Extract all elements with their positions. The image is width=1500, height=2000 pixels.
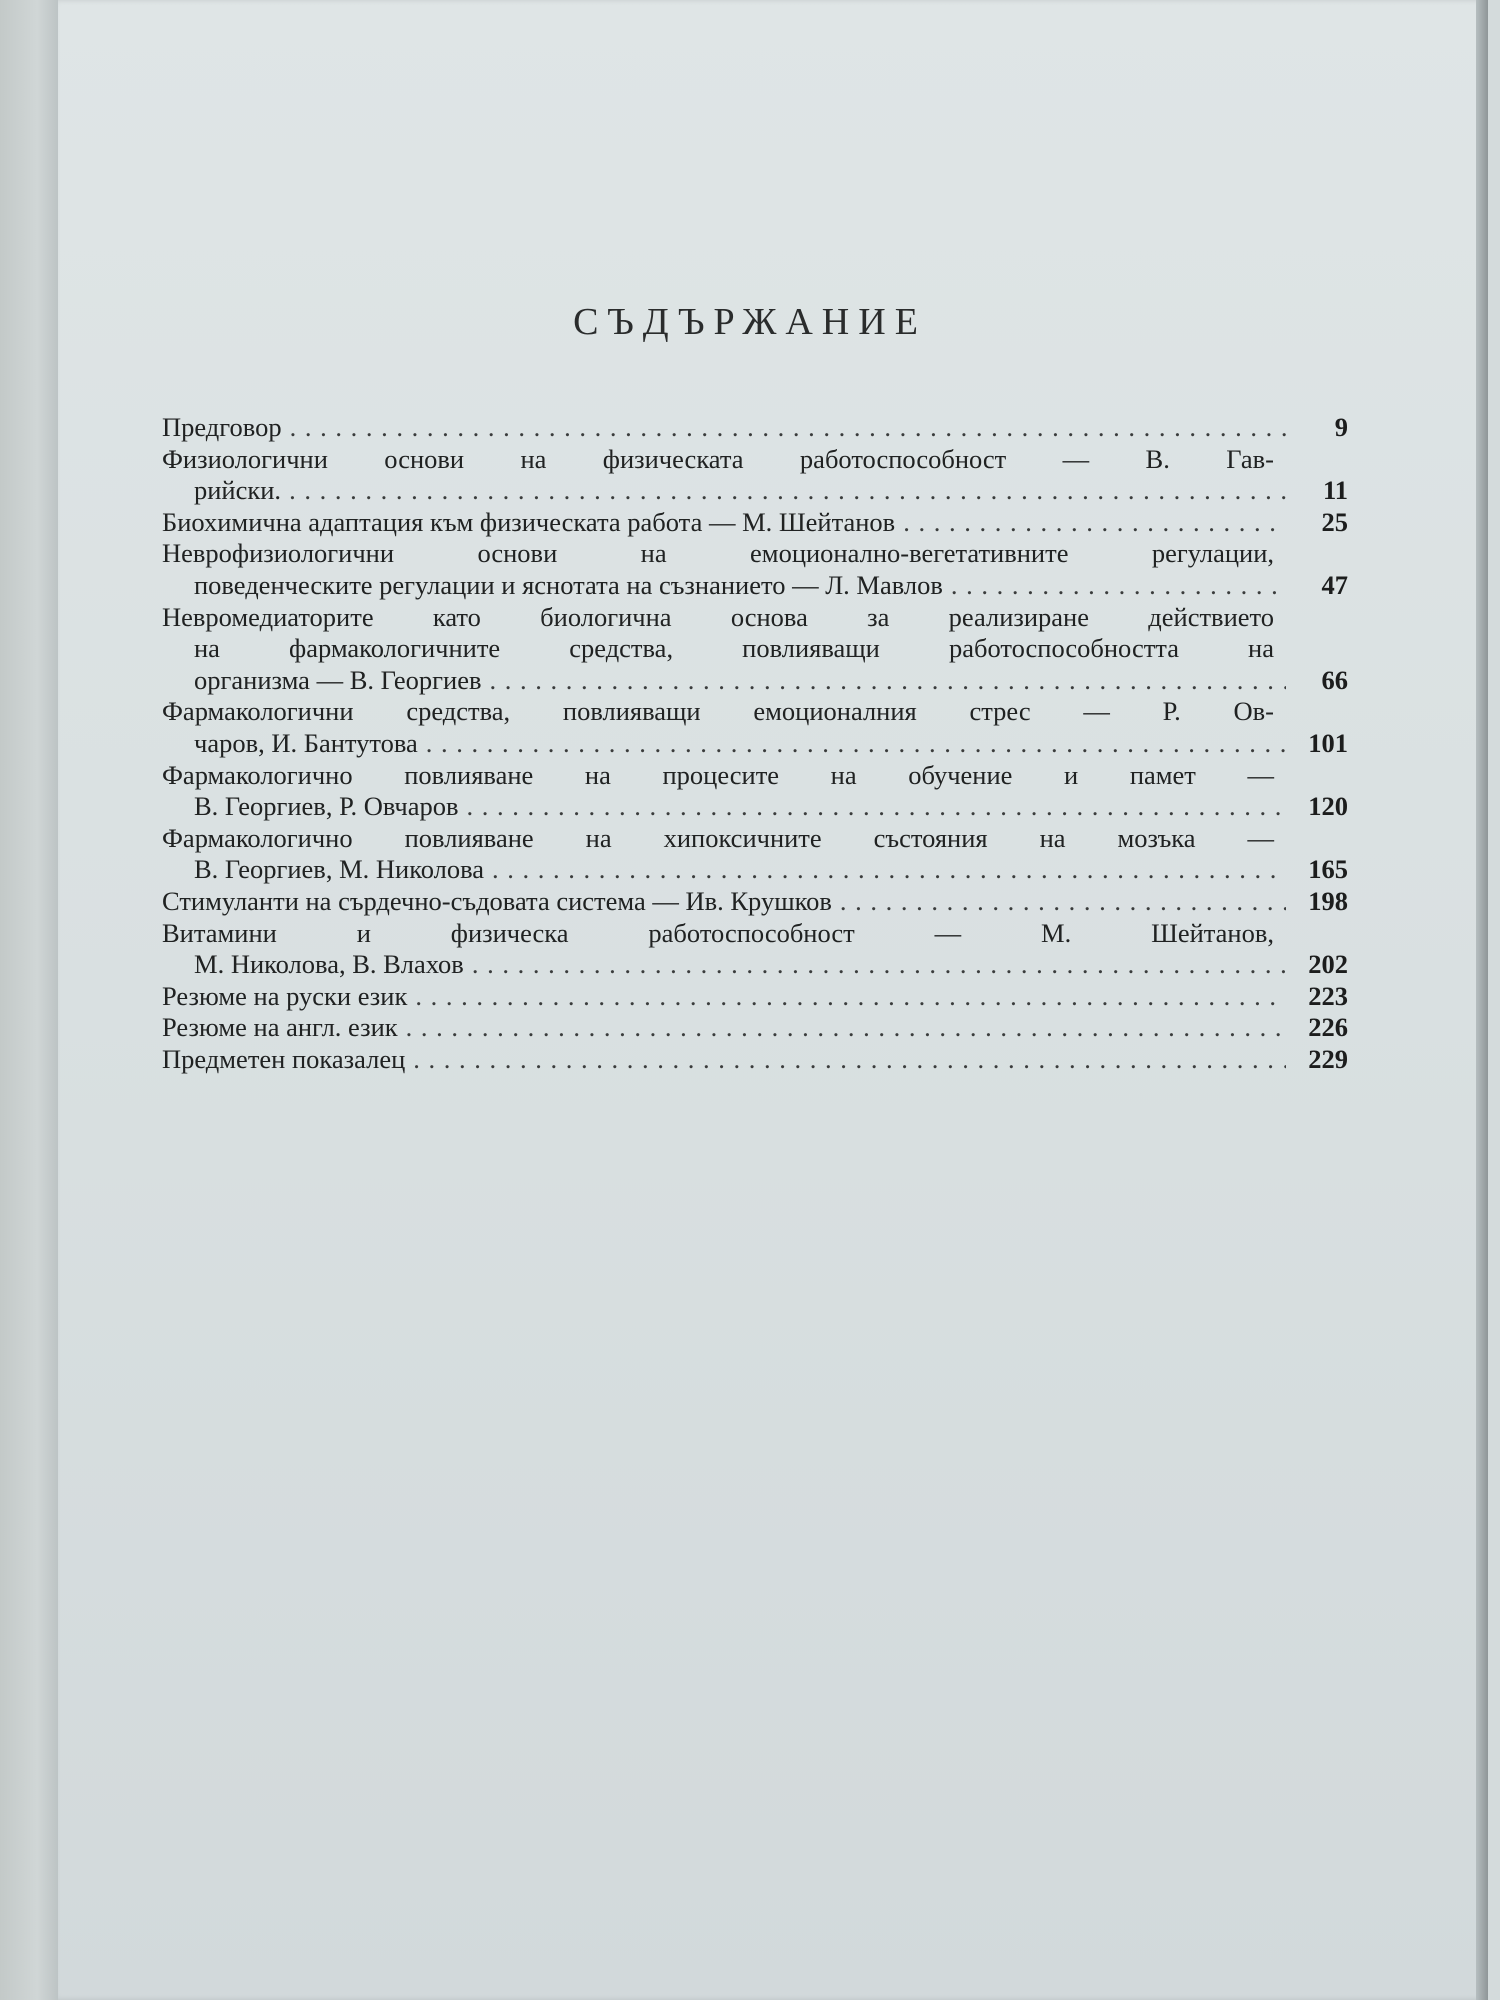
toc-entry (162, 507, 1348, 539)
toc-entry-text: Невромедиаторите като биологична основа за реализиране действието (162, 601, 1274, 632)
dot-leader (281, 475, 1286, 507)
dot-leader (832, 886, 1286, 918)
page-number: 223 (1308, 980, 1348, 1011)
page-number: 198 (1308, 885, 1348, 916)
toc-entry-text: Предметен показалец (162, 1043, 406, 1074)
toc-entry (162, 918, 1348, 981)
toc-entry-text: В. Георгиев, Р. Овчаров (194, 791, 459, 822)
toc-entry-text: В. Георгиев, М. Николова (194, 854, 485, 885)
page-number: 101 (1308, 727, 1348, 758)
dot-leader (398, 1012, 1286, 1044)
toc-entry (162, 602, 1348, 697)
dot-leader (418, 728, 1286, 760)
dot-leader (282, 412, 1286, 444)
toc-entry-text: М. Николова, В. Влахов (194, 949, 464, 980)
dot-leader (458, 791, 1286, 823)
toc-entry-text: Фармакологични средства, повлияващи емоционалния стрес — Р. Ов- (162, 696, 1274, 727)
page-number: 11 (1322, 475, 1348, 506)
toc-entry-text: Фармакологично повлияване на процесите на обучение и памет — (162, 759, 1274, 790)
page-title: СЪДЪРЖАНИЕ (573, 301, 927, 343)
page-number: 229 (1308, 1043, 1348, 1074)
toc-entry-text: на фармакологичните средства, повлияващи работоспособността на (194, 633, 1274, 664)
page-number: 66 (1321, 664, 1348, 695)
page-number: 165 (1308, 854, 1348, 885)
dot-leader (943, 570, 1286, 602)
toc-entry-text: Резюме на англ. език (162, 1012, 398, 1043)
toc-entry-text: поведенческите регулации и яснотата на съзнанието — Л. Мавлов (194, 569, 943, 600)
toc-entry (162, 823, 1348, 886)
dot-leader (464, 949, 1286, 981)
toc-entry (162, 412, 1348, 444)
dot-leader (895, 507, 1286, 539)
toc-entry (162, 760, 1348, 823)
toc-entry (162, 886, 1348, 918)
toc-entry (162, 444, 1348, 507)
toc-entry-text: рийски. (194, 475, 282, 506)
toc-entry-text: Витамини и физическа работоспособност — М. Шейтанов, (162, 917, 1274, 948)
toc-entry-text: Резюме на руски език (162, 980, 408, 1011)
toc-entry-text: Предговор (162, 412, 282, 442)
toc-entry (162, 1012, 1348, 1044)
toc-entry (162, 696, 1348, 759)
page-number: 9 (1334, 412, 1348, 442)
dot-leader (484, 854, 1286, 886)
page-number: 226 (1308, 1012, 1348, 1043)
dot-leader (405, 1044, 1286, 1076)
toc-entry-text: Стимуланти на сърдечно-съдовата система — Ив. Крушков (162, 885, 832, 916)
dot-leader (482, 665, 1286, 697)
page-number: 202 (1308, 949, 1348, 980)
toc-entry-text: Физиологични основи на физическата работоспособност — В. Гав- (162, 443, 1274, 474)
toc-entry (162, 981, 1348, 1013)
page-number: 47 (1321, 569, 1348, 600)
toc-entry-text: Биохимична адаптация към физическата работа — М. Шейтанов (162, 506, 896, 537)
toc-entry-text: Фармакологично повлияване на хипоксичните състояния на мозъка — (162, 822, 1274, 853)
toc-entry (162, 538, 1348, 601)
page-number: 25 (1321, 506, 1348, 537)
toc-entry (162, 1044, 1348, 1076)
toc-entry-text: организма — В. Георгиев (194, 664, 482, 695)
toc-entry-text: Неврофизиологични основи на емоционално-вегетативните регулации, (162, 538, 1274, 569)
dot-leader (407, 981, 1286, 1013)
page-number: 120 (1308, 791, 1348, 822)
toc-entry-text: чаров, И. Бантутова (194, 727, 418, 758)
table-of-contents (162, 412, 1348, 1075)
